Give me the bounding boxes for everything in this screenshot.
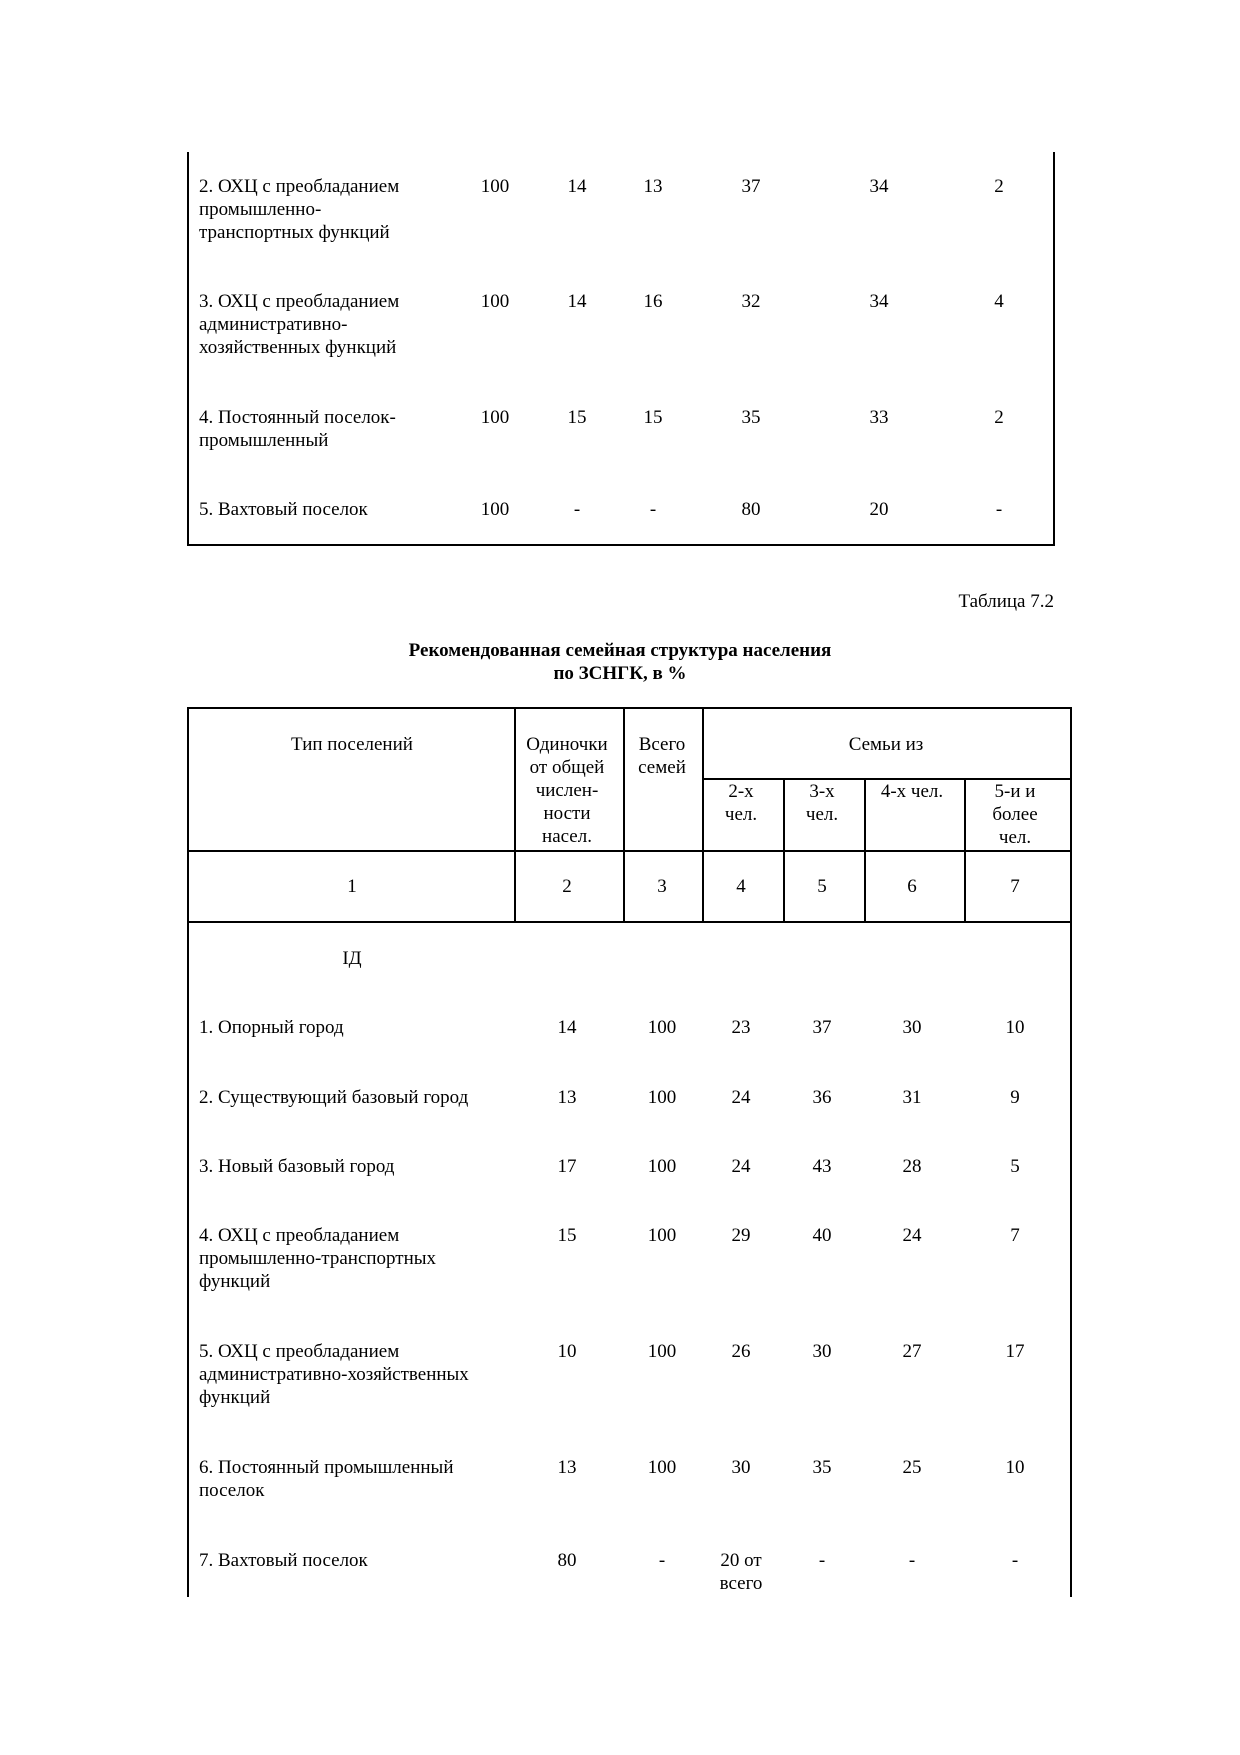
header-family-size: чел. — [998, 827, 1032, 848]
column-number: 4 — [736, 876, 746, 897]
table-border — [702, 707, 704, 922]
header-family-size: 3-х — [809, 781, 835, 802]
table-border — [187, 152, 189, 546]
table-cell: всего — [719, 1573, 763, 1594]
table-cell: 100 — [647, 1087, 677, 1108]
table-cell: - — [649, 499, 657, 520]
table-cell: 80 — [557, 1550, 577, 1571]
table-cell: 100 — [647, 1017, 677, 1038]
row-label: 4. ОХЦ с преобладанием — [199, 1225, 400, 1246]
table-cell: 10 — [1005, 1457, 1025, 1478]
table-border — [187, 921, 1072, 923]
table-cell: - — [908, 1550, 916, 1571]
table-cell: 20 от — [720, 1550, 762, 1571]
table-cell: 100 — [480, 407, 510, 428]
row-label: функций — [199, 1271, 271, 1292]
column-number: 6 — [907, 876, 917, 897]
table-cell: 36 — [812, 1087, 832, 1108]
table-cell: 34 — [869, 176, 889, 197]
header-family-size: 2-х — [728, 781, 754, 802]
header-family-size: 5-и и — [994, 781, 1036, 802]
header-singles: насел. — [542, 826, 592, 847]
header-family-size: более — [992, 804, 1038, 825]
row-label: 2. ОХЦ с преобладанием — [199, 176, 400, 197]
table-cell: 100 — [480, 499, 510, 520]
row-label: 7. Вахтовый поселок — [199, 1550, 368, 1571]
header-singles: числен- — [535, 780, 599, 801]
row-label: промышленно- — [199, 199, 322, 220]
table-cell: 33 — [869, 407, 889, 428]
section-label: ІД — [342, 948, 362, 969]
table-cell: - — [573, 499, 581, 520]
table-cell: 14 — [567, 291, 587, 312]
table-cell: 37 — [741, 176, 761, 197]
row-label: 4. Постоянный поселок- — [199, 407, 396, 428]
table-border — [187, 544, 1055, 546]
header-family-size: чел. — [805, 804, 839, 825]
table-cell: 100 — [647, 1341, 677, 1362]
table-border — [514, 707, 516, 922]
column-number: 7 — [1010, 876, 1020, 897]
table-cell: - — [818, 1550, 826, 1571]
table-cell: 15 — [643, 407, 663, 428]
column-number: 2 — [562, 876, 572, 897]
header-settlement-type: Тип поселений — [291, 734, 413, 755]
table-cell: 5 — [1010, 1156, 1020, 1177]
table-cell: 10 — [557, 1341, 577, 1362]
table-cell: 31 — [902, 1087, 922, 1108]
table-cell: 9 — [1010, 1087, 1020, 1108]
table-border — [187, 850, 1072, 852]
table-border — [783, 778, 785, 922]
table-cell: 24 — [902, 1225, 922, 1246]
row-label: административно- — [199, 314, 348, 335]
table-cell: 34 — [869, 291, 889, 312]
table-cell: - — [1011, 1550, 1019, 1571]
table-cell: 10 — [1005, 1017, 1025, 1038]
row-label: транспортных функций — [199, 222, 390, 243]
table-title-line2: по ЗСНГК, в % — [553, 663, 687, 684]
table-cell: 2 — [994, 407, 1004, 428]
table-border — [864, 778, 866, 922]
table-border — [623, 707, 625, 922]
table-cell: 14 — [567, 176, 587, 197]
row-label: 5. ОХЦ с преобладанием — [199, 1341, 400, 1362]
table-cell: 43 — [812, 1156, 832, 1177]
table-cell: 30 — [731, 1457, 751, 1478]
table-cell: 100 — [480, 176, 510, 197]
header-singles: ности — [543, 803, 591, 824]
row-label: 6. Постоянный промышленный — [199, 1457, 454, 1478]
table-cell: 29 — [731, 1225, 751, 1246]
table-cell: 24 — [731, 1156, 751, 1177]
header-singles: Одиночки — [526, 734, 608, 755]
column-number: 5 — [817, 876, 827, 897]
row-label: хозяйственных функций — [199, 337, 397, 358]
table-border — [1070, 707, 1072, 1597]
table-border — [1053, 152, 1055, 546]
table-cell: 28 — [902, 1156, 922, 1177]
table-cell: 26 — [731, 1341, 751, 1362]
table-cell: 32 — [741, 291, 761, 312]
table-cell: 100 — [647, 1457, 677, 1478]
row-label: 5. Вахтовый поселок — [199, 499, 368, 520]
table-cell: 15 — [557, 1225, 577, 1246]
table-border — [187, 707, 189, 1597]
row-label: поселок — [199, 1480, 265, 1501]
table-cell: 20 — [869, 499, 889, 520]
row-label: административно-хозяйственных — [199, 1364, 469, 1385]
row-label: функций — [199, 1387, 271, 1408]
table-cell: 14 — [557, 1017, 577, 1038]
table-cell: 30 — [902, 1017, 922, 1038]
header-singles: от общей — [529, 757, 605, 778]
table-cell: 35 — [741, 407, 761, 428]
table-cell: - — [995, 499, 1003, 520]
table-cell: 17 — [1005, 1341, 1025, 1362]
table-border — [187, 707, 1072, 709]
table-cell: 100 — [647, 1156, 677, 1177]
row-label: 1. Опорный город — [199, 1017, 344, 1038]
row-label: промышленный — [199, 430, 329, 451]
table-cell: 17 — [557, 1156, 577, 1177]
table-cell: 100 — [480, 291, 510, 312]
table-cell: 13 — [557, 1087, 577, 1108]
table-cell: 7 — [1010, 1225, 1020, 1246]
table-label: Таблица 7.2 — [958, 591, 1054, 612]
row-label: 3. Новый базовый город — [199, 1156, 395, 1177]
header-family-size: 4-х чел. — [880, 781, 944, 802]
table-cell: 23 — [731, 1017, 751, 1038]
table-cell: 100 — [647, 1225, 677, 1246]
table-cell: 35 — [812, 1457, 832, 1478]
row-label: промышленно-транспортных — [199, 1248, 437, 1269]
table-cell: 16 — [643, 291, 663, 312]
table-border — [964, 778, 966, 922]
table-cell: 13 — [643, 176, 663, 197]
table-cell: 13 — [557, 1457, 577, 1478]
table-cell: 40 — [812, 1225, 832, 1246]
row-label: 2. Существующий базовый город — [199, 1087, 469, 1108]
table-cell: 15 — [567, 407, 587, 428]
column-number: 1 — [347, 876, 357, 897]
table-cell: 30 — [812, 1341, 832, 1362]
header-total-families: семей — [638, 757, 686, 778]
row-label: 3. ОХЦ с преобладанием — [199, 291, 400, 312]
table-title-line1: Рекомендованная семейная структура населения — [408, 640, 832, 661]
header-families-of: Семьи из — [848, 734, 924, 755]
table-cell: 80 — [741, 499, 761, 520]
table-cell: 24 — [731, 1087, 751, 1108]
table-cell: 25 — [902, 1457, 922, 1478]
table-cell: 4 — [994, 291, 1004, 312]
table-cell: 27 — [902, 1341, 922, 1362]
table-cell: 37 — [812, 1017, 832, 1038]
header-family-size: чел. — [724, 804, 758, 825]
column-number: 3 — [657, 876, 667, 897]
table-cell: - — [658, 1550, 666, 1571]
header-total-families: Всего — [638, 734, 686, 755]
table-cell: 2 — [994, 176, 1004, 197]
